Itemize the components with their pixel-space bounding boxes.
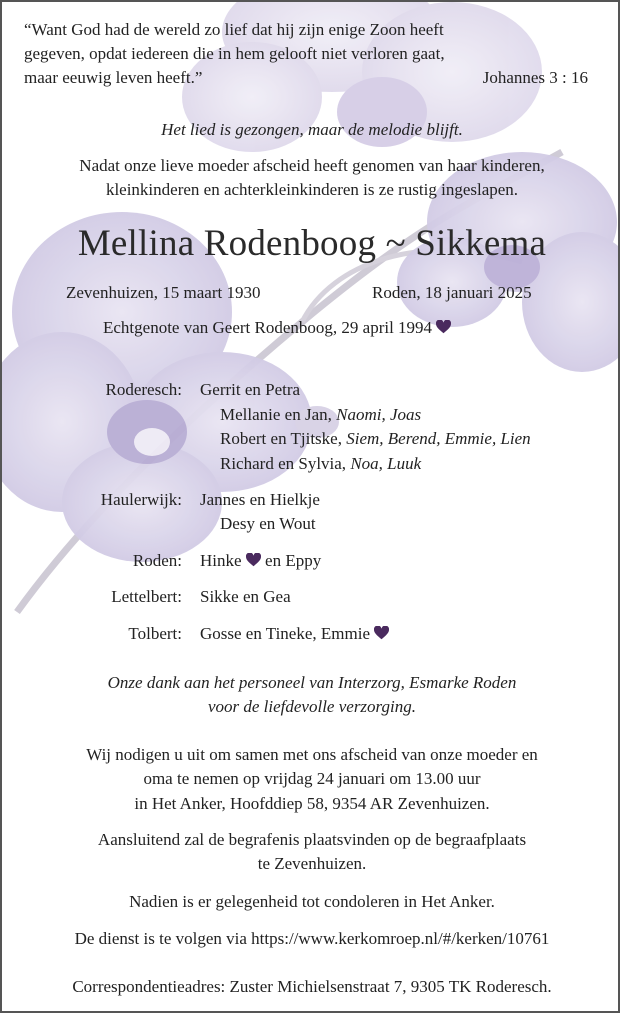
death-info: Roden, 18 januari 2025 bbox=[372, 283, 532, 302]
verse-line-1: “Want God had de wereld zo lief dat hij zijn enige Zoon heeft bbox=[24, 20, 444, 39]
family-label-roden: Roden: bbox=[132, 551, 182, 570]
stream-text: De dienst is te volgen via https://www.kerkomroep.nl/#/kerken/10761 bbox=[74, 929, 550, 948]
deceased-name: Mellina Rodenboog ~ Sikkema bbox=[77, 223, 547, 264]
heart-icon bbox=[436, 320, 451, 334]
invite-line-3: in Het Anker, Hoofddiep 58, 9354 AR Zevenhuizen. bbox=[134, 794, 490, 813]
family-member: Gosse en Tineke, Emmie bbox=[200, 624, 370, 643]
family-tolbert-1 bbox=[200, 624, 389, 644]
invite-line-2: oma te nemen op vrijdag 24 januari om 13.00 uur bbox=[143, 769, 481, 788]
burial-line-2: te Zevenhuizen. bbox=[257, 854, 367, 873]
family-label-roderesch: Roderesch: bbox=[105, 380, 182, 399]
family-roderesch-4 bbox=[220, 454, 421, 474]
heart-icon bbox=[374, 626, 389, 640]
family-haulerwijk-1: Jannes en Hielkje bbox=[200, 490, 320, 509]
family-label-tolbert: Tolbert: bbox=[128, 624, 182, 643]
family-grandchildren: Siem, Berend, Emmie, Lien bbox=[346, 429, 531, 448]
correspondence-address: Correspondentieadres: Zuster Michielsenstraat 7, 9305 TK Roderesch. bbox=[72, 977, 552, 996]
birth-info: Zevenhuizen, 15 maart 1930 bbox=[66, 283, 261, 302]
burial-line-1: Aansluitend zal de begrafenis plaatsvinden op de begraafplaats bbox=[97, 830, 527, 849]
thanks-line-1: Onze dank aan het personeel van Interzorg, Esmarke Roden bbox=[107, 673, 517, 692]
family-label-lettelbert: Lettelbert: bbox=[111, 587, 182, 606]
family-member: en Eppy bbox=[265, 551, 322, 570]
spouse-line bbox=[103, 318, 451, 338]
intro-line-1: Nadat onze lieve moeder afscheid heeft genomen van haar kinderen, bbox=[79, 156, 545, 175]
heart-icon bbox=[246, 553, 261, 567]
family-grandchildren: Noa, Luuk bbox=[350, 454, 422, 473]
family-roderesch-1: Gerrit en Petra bbox=[200, 380, 301, 399]
invite-line-1: Wij nodigen u uit om samen met ons afscheid van onze moeder en bbox=[86, 745, 538, 764]
family-member: Richard en Sylvia, bbox=[220, 454, 351, 473]
family-label-haulerwijk: Haulerwijk: bbox=[100, 490, 182, 509]
verse-line-2: gegeven, opdat iedereen die in hem gelooft niet verloren gaat, bbox=[24, 44, 445, 63]
family-member: Robert en Tjitske, bbox=[220, 429, 347, 448]
verse-reference: Johannes 3 : 16 bbox=[482, 68, 588, 87]
spouse-text: Echtgenote van Geert Rodenboog, 29 april 1994 bbox=[103, 318, 433, 337]
family-grandchildren: Naomi, Joas bbox=[336, 405, 422, 424]
family-haulerwijk-2: Desy en Wout bbox=[220, 514, 316, 533]
family-lettelbert-1: Sikke en Gea bbox=[200, 587, 291, 606]
motto: Het lied is gezongen, maar de melodie blijft. bbox=[161, 120, 463, 139]
thanks-line-2: voor de liefdevolle verzorging. bbox=[207, 697, 417, 716]
condolence-text: Nadien is er gelegenheid tot condoleren in Het Anker. bbox=[129, 892, 495, 911]
verse-line-3: maar eeuwig leven heeft.” bbox=[24, 68, 203, 87]
family-member: Hinke bbox=[200, 551, 242, 570]
intro-line-2: kleinkinderen en achterkleinkinderen is ze rustig ingeslapen. bbox=[105, 180, 519, 199]
family-roderesch-3 bbox=[220, 429, 531, 449]
family-roderesch-2 bbox=[220, 405, 421, 425]
family-roden-1 bbox=[200, 551, 321, 571]
family-member: Mellanie en Jan, bbox=[220, 405, 337, 424]
